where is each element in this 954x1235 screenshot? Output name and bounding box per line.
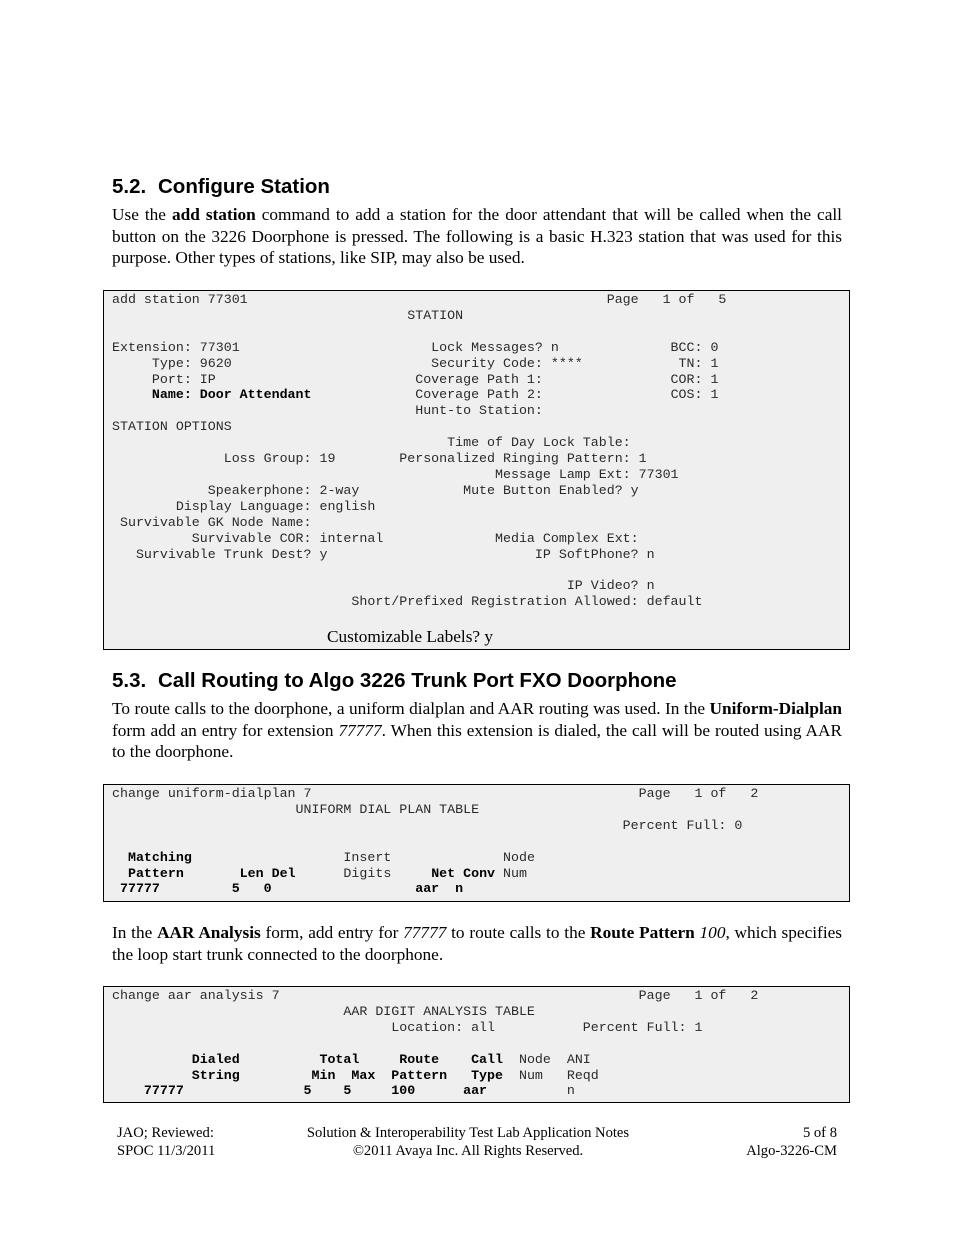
station-screen-text: add station 77301 Page 1 of 5 STATION Extension: 77301 Lock Messages? n BCC: 0 Type: 9620 Security Code: **** TN: 1 Port: IP Coverage Path 1: COR: 1 Name: Door Attendant Coverage Path 2: COS: 1 Hunt-to Station: STATION OPTIONS Time of Day Lock Table: Loss Group: 19 Personalized Ringing Pattern: 1 Message Lamp Ext: 77301 Speakerphone: 2-way Mute Button Enabled? y Display Language: english Survivable GK Node Name: Survivable COR: internal Media Complex Ext: Survivable Trunk Dest? y IP SoftPhone? n IP Video? n Short/Prefixed Registration Allowed: default xyxy=(112,292,727,610)
command-name: add station xyxy=(171,205,256,224)
call-routing-paragraph: To route calls to the doorphone, a uniform dialplan and AAR routing was used. In the Uniform-Dialplan form add an entry for extension 77777. When this extension is dialed, the call will be routed using AAR to the doorphone. xyxy=(112,699,842,762)
add-station-screen xyxy=(103,290,850,650)
dialplan-entry-row: 77777 5 0 aar n xyxy=(112,881,464,897)
section-heading-call-routing xyxy=(112,669,677,693)
section-heading-configure-station xyxy=(112,175,330,199)
aar-entry-row: 77777 5 5 100 aar xyxy=(143,1083,488,1099)
uniform-dialplan-screen xyxy=(103,784,850,902)
aar-screen-text: change aar analysis 7 Page 1 of 2 AAR DIGIT ANALYSIS TABLE Location: all Percent Full: 1 Dialed Total Route Call Node ANI String Min Max Pattern Type Num Reqd 77777 5 5 100 aar n xyxy=(112,988,759,1099)
footer-left: JAO; Reviewed: SPOC 11/3/2011 xyxy=(117,1125,216,1159)
footer-center: Solution & Interoperability Test Lab Application Notes ©2011 Avaya Inc. All Rights Reserved. xyxy=(306,1125,630,1159)
station-name-field: Name: Door Attendant xyxy=(151,387,312,403)
aar-analysis-screen xyxy=(103,986,850,1103)
footer-right xyxy=(637,1125,837,1160)
document-id: Algo-3226-CM xyxy=(746,1142,837,1159)
dialplan-screen-text: change uniform-dialplan 7 Page 1 of 2 UNIFORM DIAL PLAN TABLE Percent Full: 0 Matching Insert Node Pattern Len Del Digits Net Conv Num 77777 5 0 aar n xyxy=(112,786,759,897)
page-number: 5 of 8 xyxy=(802,1125,837,1141)
section-number: 5.2. xyxy=(112,175,147,198)
aar-analysis-paragraph: In the AAR Analysis form, add entry for 77777 to route calls to the Route Pattern 100, which specifies the loop start trunk connected to the doorphone. xyxy=(112,923,843,964)
section-title: Configure Station xyxy=(158,175,330,198)
section-intro-paragraph: Use the add station command to add a station for the door attendant that will be called when the call button on the 3226 Doorphone is pressed. The following is a basic H.323 station that was used for this purpose. Other types of stations, like SIP, may also be used. xyxy=(112,205,842,268)
section-number: 5.3. xyxy=(112,669,147,692)
section-title: Call Routing to Algo 3226 Trunk Port FXO Doorphone xyxy=(158,669,677,692)
customizable-labels-line: Customizable Labels? y xyxy=(327,627,494,646)
